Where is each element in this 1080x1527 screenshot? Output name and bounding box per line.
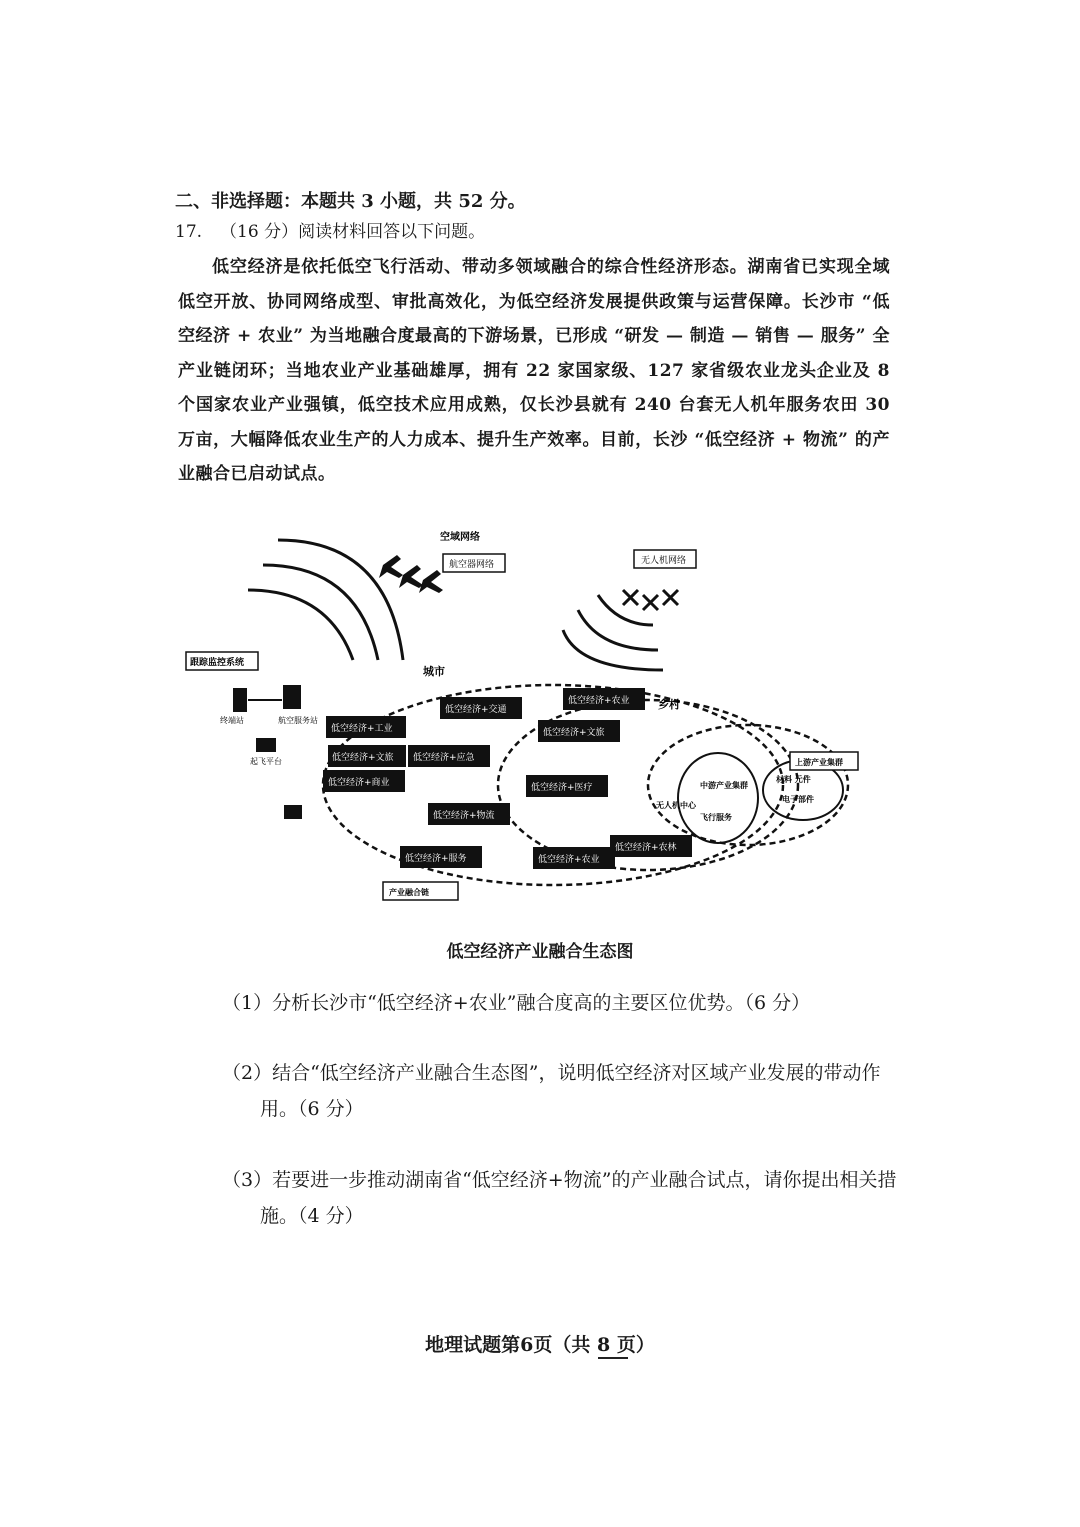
question-intro [175,217,485,242]
sub-question-3-text: 若要进一步推动湖南省“低空经济+物流”的产业融合试点，请你提出相关措 [272,1169,897,1191]
section-heading: 二、非选择题：本题共 3 小题，共 52 分。 [175,191,526,212]
page-footer: 地理试题第6页（共 8 页） [425,1334,655,1356]
ecosystem-diagram [178,520,878,915]
city-label: 城市 [423,665,445,678]
sub-question-3 [222,1162,912,1234]
upstream-label: 上游产业集群 [795,758,843,767]
box-transport: 低空经济+交通 [445,705,507,715]
device-icon [284,805,302,819]
tower-icon [233,688,247,712]
box-tourism: 低空经济+文旅 [543,728,605,738]
sub-question-1-label: （1） [222,992,273,1014]
platform-icon [256,738,276,752]
drone-hub-label: 无人机中心 [656,801,696,810]
parts-label: 电子部件 [782,795,814,804]
footer-underline [598,1357,628,1359]
aircraft-icon [379,555,443,593]
sub-question-1-text: 分析长沙市“低空经济+农业”融合度高的主要区位优势。（6 分） [272,992,811,1014]
box-industry: 低空经济+工业 [331,724,393,734]
question-intro-text: （16 分）阅读材料回答以下问题。 [220,222,486,242]
box-commerce: 低空经济+商业 [328,778,390,788]
airspace-network-label: 空域网络 [440,532,480,543]
figure-caption: 低空经济产业融合生态图 [446,942,634,962]
box-rural-agri: 低空经济+农业 [568,696,630,706]
city-industry-boxes [323,697,522,868]
drone-icon [623,590,678,610]
box-emergency: 低空经济+应急 [413,753,475,763]
box-forestry: 低空经济+农林 [615,843,677,853]
industry-chain-label: 产业融合链 [389,888,429,897]
midstream-label: 中游产业集群 [700,781,748,790]
box-agriculture: 低空经济+农业 [538,855,600,865]
sub-question-1 [222,985,912,1021]
sub-question-2-text: 结合“低空经济产业融合生态图”，说明低空经济对区域产业发展的带动作 [272,1062,881,1084]
sub-question-2-label: （2） [222,1062,273,1084]
flight-platform-label: 起飞平台 [250,757,282,766]
box-rural-tourism: 低空经济+文旅 [332,753,394,763]
materials-label: 材料 元件 [776,775,811,784]
sub-question-2-continuation: 用。（6 分） [260,1098,364,1120]
building-icon [283,685,301,709]
box-medical: 低空经济+医疗 [531,783,593,793]
aviation-hub-label: 航空服务站 [278,716,318,725]
aviation-network-label: 航空器网络 [449,560,495,570]
reading-passage: 低空经济是依托低空飞行活动、带动多领域融合的综合性经济形态。湖南省已实现全域低空开放、协同网络成型、审批高效化，为低空经济发展提供政策与运营保障。长沙市 “低空经济 + 农业” 为当地融合度最高的下游场景，已形成 “研发 — 制造 — 销售 — 服务” 全产业链闭环；当地农业产业基础雄厚，拥有 22 家国家级、127 家省级农业龙头企业及 8 个国家农业产业强镇，低空技术应用成熟，仅长沙县就有 240 台套无人机年服务农田 30 万亩，大幅降低农业生产的人力成本、提升生产效率。目前，长沙 “低空经济 + 物流” 的产业融合已启动试点。 [178,257,890,484]
box-logistics: 低空经济+物流 [433,811,495,821]
box-service: 低空经济+服务 [405,854,467,864]
question-number: 17. [175,222,203,242]
rural-label: 乡村 [658,698,680,711]
sub-question-3-continuation: 施。（4 分） [260,1205,364,1227]
sub-question-3-label: （3） [222,1169,273,1191]
drone-network-label: 无人机网络 [641,556,687,566]
flight-service-label: 飞行服务 [700,813,732,822]
sub-question-2 [222,1055,912,1127]
terminal-label: 终端站 [220,716,244,725]
signal-arcs-left [248,540,403,660]
tracking-system-label: 跟踪监控系统 [190,658,245,668]
